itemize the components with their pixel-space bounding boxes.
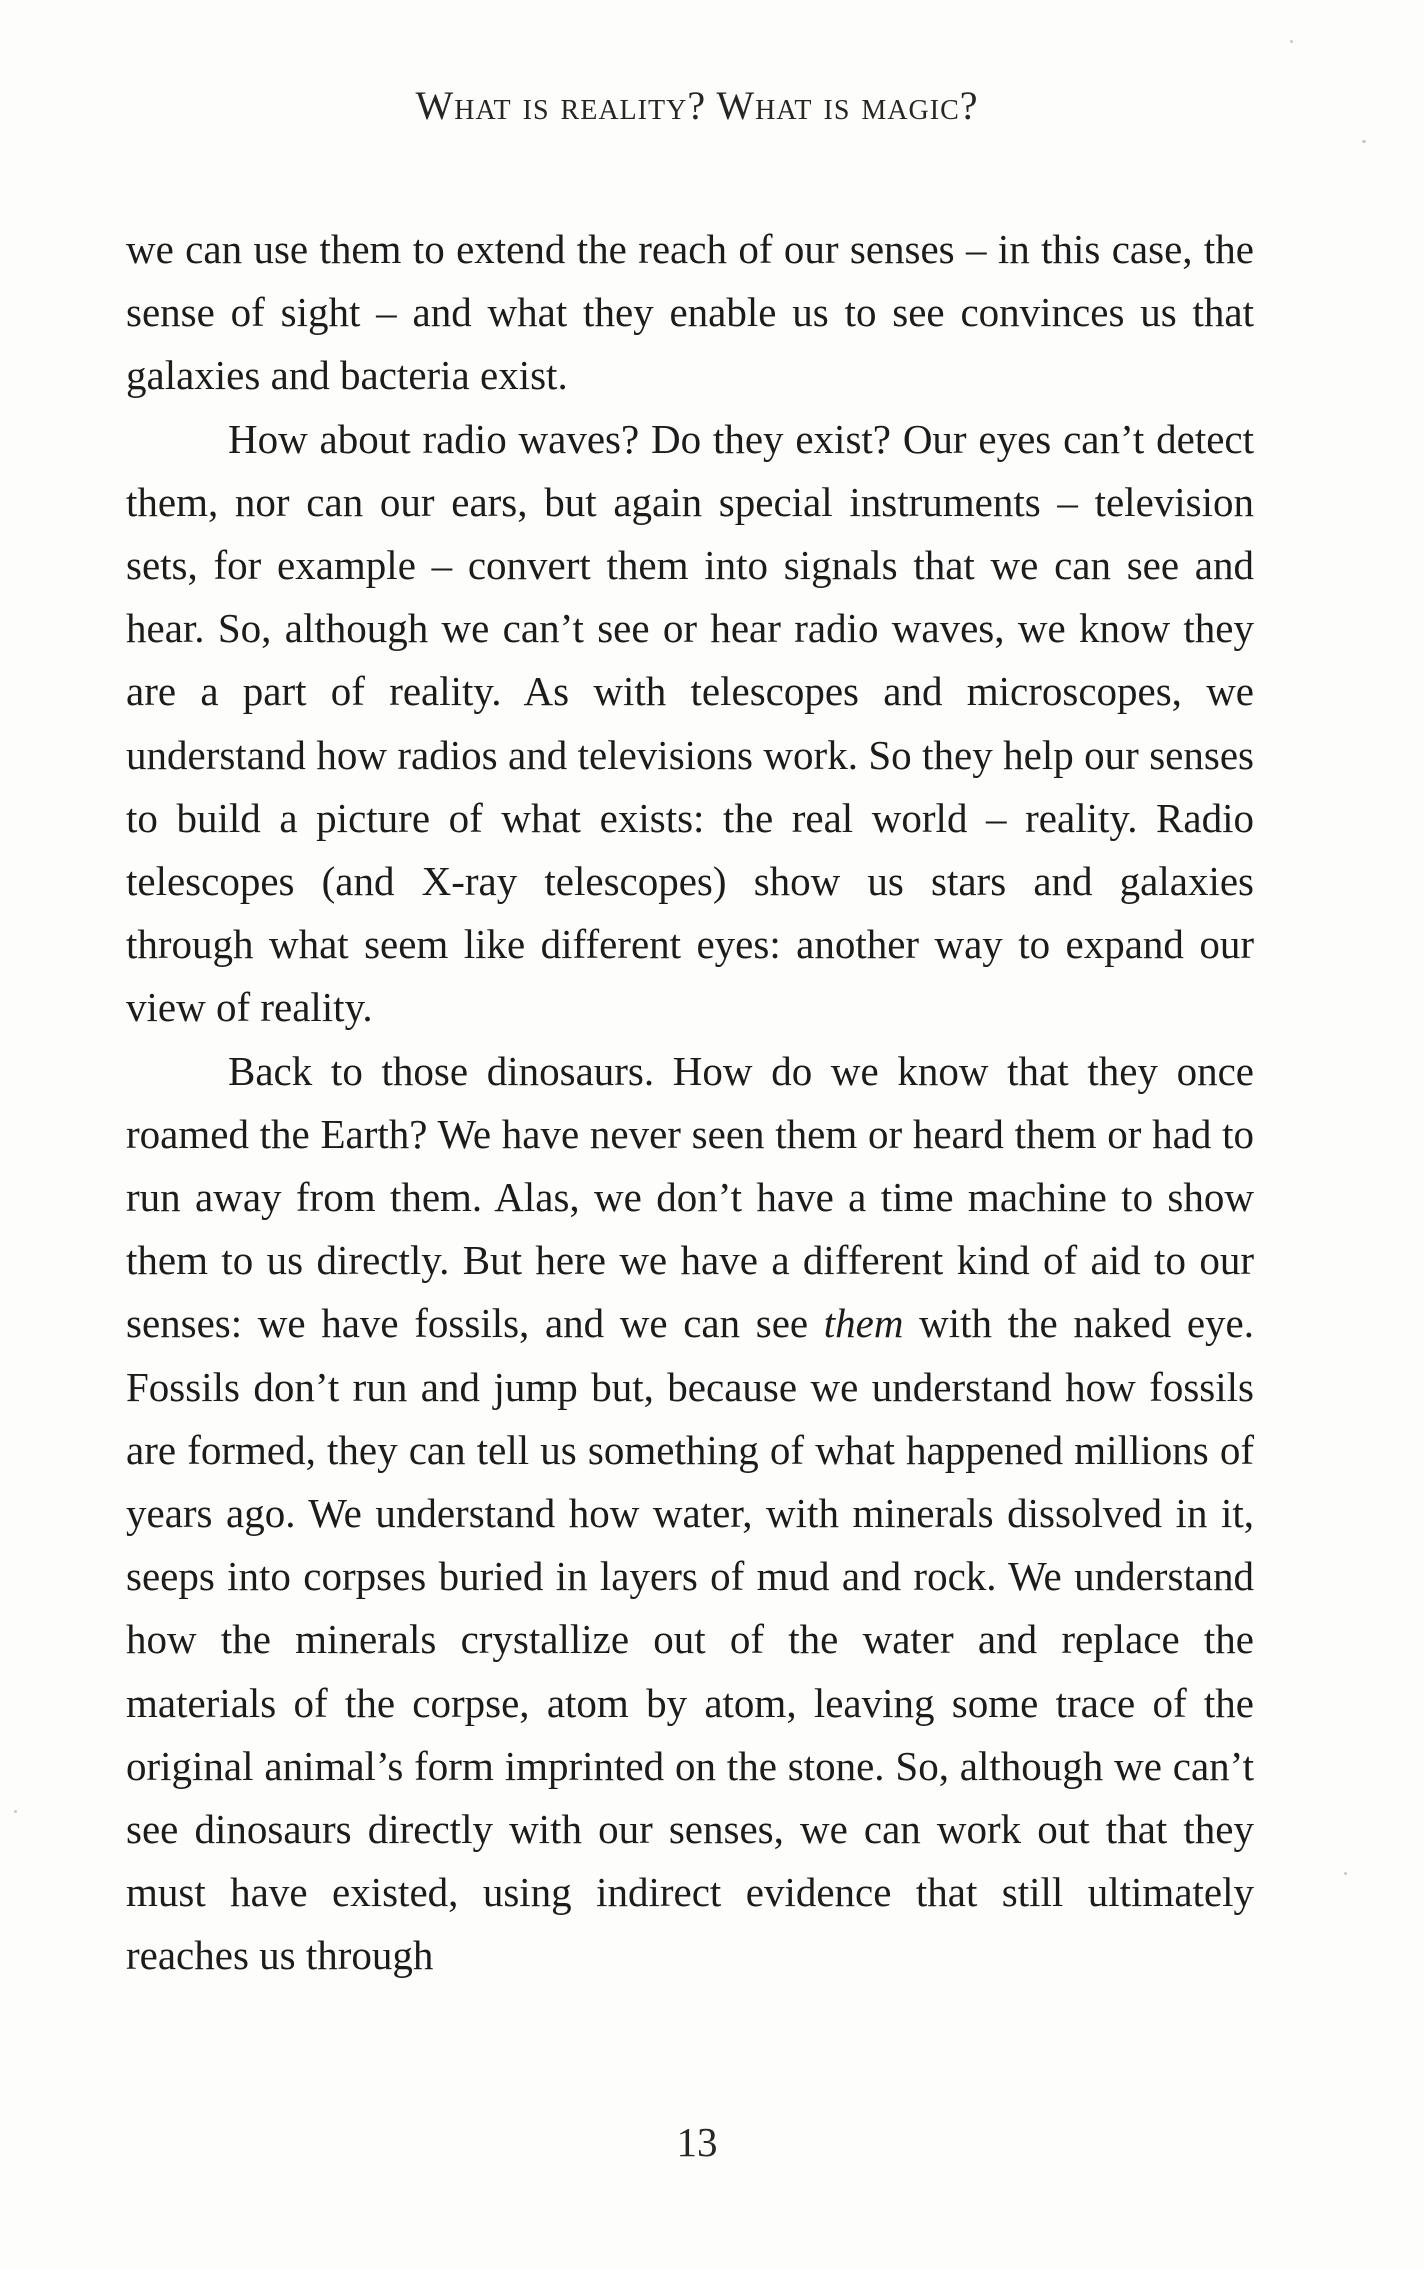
paragraph xyxy=(126,218,1254,408)
paragraph xyxy=(126,1040,1254,1988)
speck xyxy=(1344,1872,1347,1875)
text-segment: with the naked eye. Fossils don’t run and jump but, because we understand how fossils are formed, they can tell us something of what happened millions of years ago. We understand how water, with minerals dissolved in it, seeps into corpses buried in layers of mud and rock. We understand how the minerals crystallize out of the water and replace the materials of the corpse, atom by atom, leaving some trace of the original animal’s form imprinted on the stone. So, although we can’t see dinosaurs directly with our senses, we can work out that they must have existed, using indirect evidence that still ultimately reaches us through xyxy=(126,1300,1254,1979)
page-number: 13 xyxy=(676,2119,718,2165)
speck xyxy=(1290,40,1293,43)
text-segment: Back to those dinosaurs. How do we know that they once roamed the Earth? We have never seen them or heard them or had to run away from them. Alas, we don’t have a time machine to show them to us directly. But here we have a different kind of aid to our senses: we have fossils, and we can see xyxy=(126,1047,1254,1347)
body-text xyxy=(126,218,1254,1988)
speck xyxy=(14,1810,17,1813)
text-segment: we can use them to extend the reach of our senses – in this case, the sense of sight – and what they enable us to see convinces us that galaxies and bacteria exist. xyxy=(126,226,1254,399)
text-segment: How about radio waves? Do they exist? Our eyes can’t detect them, nor can our ears, but again special instruments – television sets, for example – convert them into signals that we can see and hear. So, although we can’t see or hear radio waves, we know they are a part of reality. As with telescopes and microscopes, we understand how radios and televisions work. So they help our senses to build a picture of what exists: the real world – reality. Radio telescopes (and X-ray telescopes) show us stars and galaxies through what seem like different eyes: another way to expand our view of reality. xyxy=(126,415,1254,1031)
speck xyxy=(1362,140,1366,143)
paragraph xyxy=(126,408,1254,1040)
running-head: What is reality? What is magic? xyxy=(415,83,979,128)
italic-emphasis: them xyxy=(823,1300,904,1347)
